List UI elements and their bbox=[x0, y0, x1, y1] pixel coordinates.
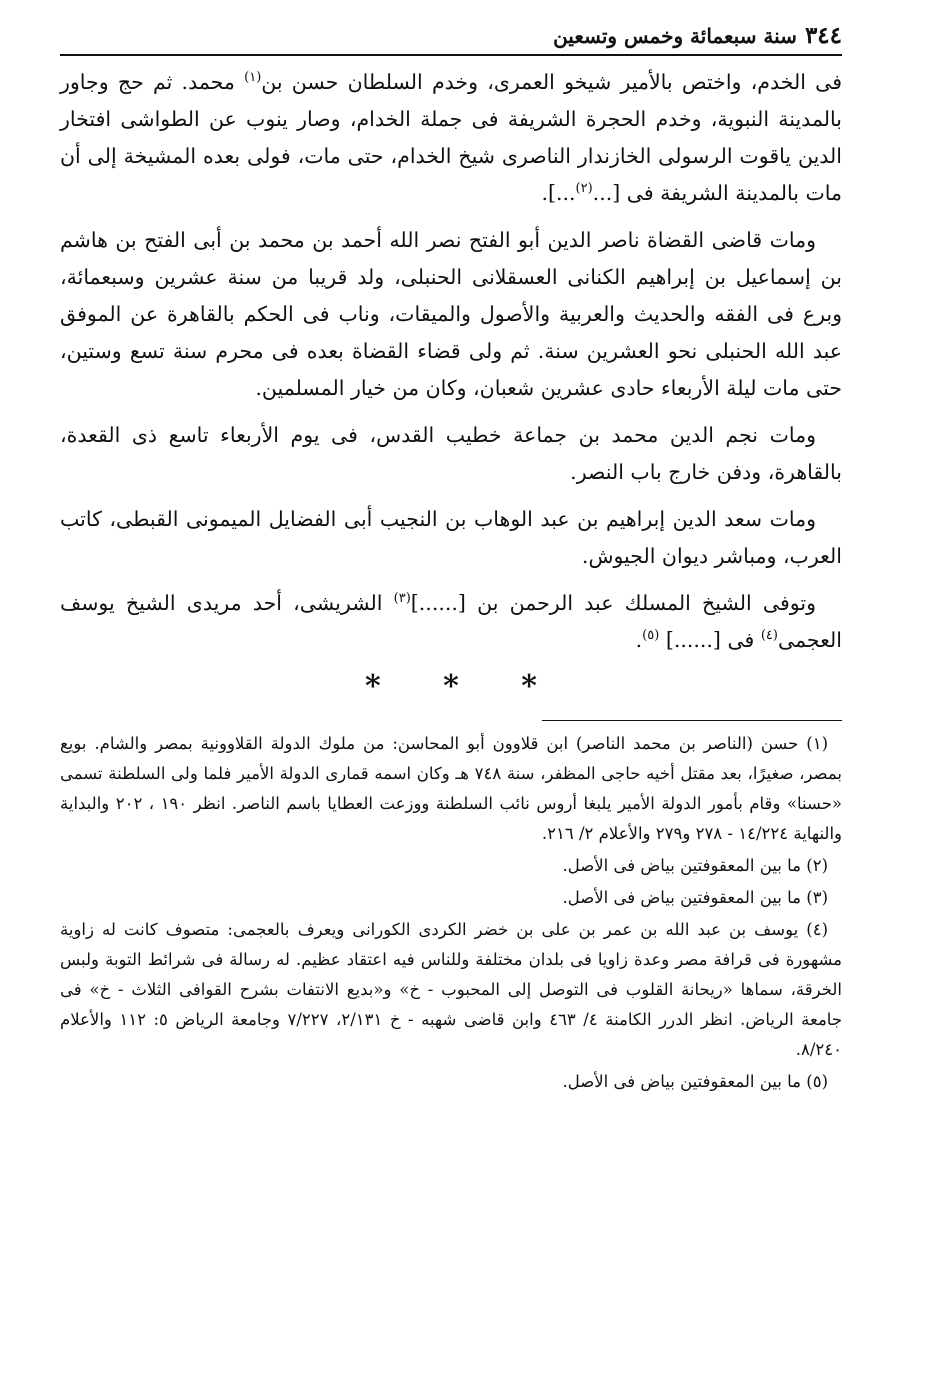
footnote-item: (٣) ما بين المعقوفتين بياض فى الأصل. bbox=[562, 888, 828, 907]
footnote-reference: (٥) bbox=[642, 628, 660, 644]
text-segment: فى الخدم، واختص بالأمير شيخو العمرى، وخدم السلطان حسن بن bbox=[261, 70, 843, 94]
running-header bbox=[60, 22, 842, 56]
footnote-reference: (٢) bbox=[575, 181, 593, 197]
main-text bbox=[60, 64, 842, 659]
text-segment: . bbox=[635, 628, 643, 652]
footnote-item: (٤) يوسف بن عبد الله بن عمر بن على بن خضر الكردى الكورانى ويعرف بالعجمى: متصوف كانت له زاوية مشهورة فى قرافة مصر وعدة زاويا فى بلدان مختلفة وللناس فيه اعتقاد عظيم. له رسالة فى شرائط التوبة ولبس الخرقة، سماها «ريحانة القلوب فى التوصل إلى المحبوب - خ» و«بديع الانتفات بشرح القوافى الثلاث - خ» فى جامعة الرياض. انظر الدرر الكامنة ٤/ ٤٦٣ وابن قاضى شهبه - خ ٢/١٣١، ٧/٢٢٧ وجامعة الرياض ٥: ١١٢ والأعلام ٨/٢٤٠. bbox=[60, 920, 843, 1059]
text-segment: فى [......] bbox=[659, 628, 761, 652]
paragraph bbox=[60, 64, 842, 212]
text-segment: محمد. ثم حج وجاور بالمدينة النبوية، وخدم الحجرة الشريفة فى جملة الخدام، وصار ينوب عن الطواشى افتخار الدين ياقوت الرسولى الخازندار الناصرى شيخ الخدام، حتى مات، فولى بعده المشيخة إلى أن مات بالمدينة الشريفة فى [... bbox=[60, 70, 842, 205]
footnote-reference: (٣) bbox=[393, 591, 411, 607]
section-separator: * * * bbox=[365, 669, 563, 704]
footnote-reference: (٤) bbox=[760, 628, 778, 644]
paragraph: ومات سعد الدين إبراهيم بن عبد الوهاب بن النجيب أبى الفضايل الميمونى القبطى، كاتب العرب، ومباشر ديوان الجيوش. bbox=[60, 507, 842, 568]
footnote-item: (٥) ما بين المعقوفتين بياض فى الأصل. bbox=[562, 1072, 828, 1091]
running-title: سنة سبعمائة وخمس وتسعين bbox=[553, 24, 797, 48]
footnote-item: (١) حسن (الناصر بن محمد الناصر) ابن قلاوون أبو المحاسن: من ملوك الدولة القلاوونية بمصر والشام. بويع بمصر، صغيرًا، بعد مقتل أخيه حاجى المظفر، سنة ٧٤٨ هـ وكان اسمه قمارى الدولة الأمير فلما ولى السلطنة تسمى «حسنا» وقام بأمور الدولة الأمير يلبغا أروس نائب السلطنة ووزعت العطايا باسم الناصر. انظر ١٩٠ ، ٢٠٢ والبداية والنهاية ١٤/٢٢٤ - ٢٧٨ و٢٧٩ والأعلام ٢/ ٢١٦. bbox=[60, 734, 842, 843]
paragraph: ومات قاضى القضاة ناصر الدين أبو الفتح نصر الله أحمد بن محمد بن أبى الفتح بن هاشم بن إسماعيل بن إبراهيم الكنانى العسقلانى الحنبلى، ولد قريبا من سنة عشرين وسبعمائة، وبرع فى الفقه والحديث والعربية والأصول والميقات، وناب فى الحكم بالقاهرة عن الموفق عبد الله الحنبلى نحو العشرين سنة. ثم ولى قضاء القضاة بعده فى محرم سنة تسع وستين، حتى مات ليلة الأربعاء حادى عشرين شعبان، وكان من خيار المسلمين. bbox=[60, 228, 842, 400]
footnote-divider bbox=[542, 720, 842, 721]
text-segment: وتوفى الشيخ المسلك عبد الرحمن بن [......] bbox=[410, 591, 816, 615]
text-segment: ...]. bbox=[541, 181, 576, 205]
book-page bbox=[60, 22, 842, 1099]
paragraph: ومات نجم الدين محمد بن جماعة خطيب القدس، فى يوم الأربعاء تاسع ذى القعدة، بالقاهرة، ودفن خارج باب النصر. bbox=[60, 423, 842, 484]
paragraph bbox=[60, 585, 842, 659]
page-number: ٣٤٤ bbox=[804, 22, 842, 49]
text-segment: الشريشى، أحد مريدى الشيخ يوسف العجمى bbox=[60, 591, 842, 652]
footnote-reference: (١) bbox=[244, 70, 262, 86]
footnotes bbox=[60, 729, 842, 1097]
footnote-item: (٢) ما بين المعقوفتين بياض فى الأصل. bbox=[562, 856, 828, 875]
